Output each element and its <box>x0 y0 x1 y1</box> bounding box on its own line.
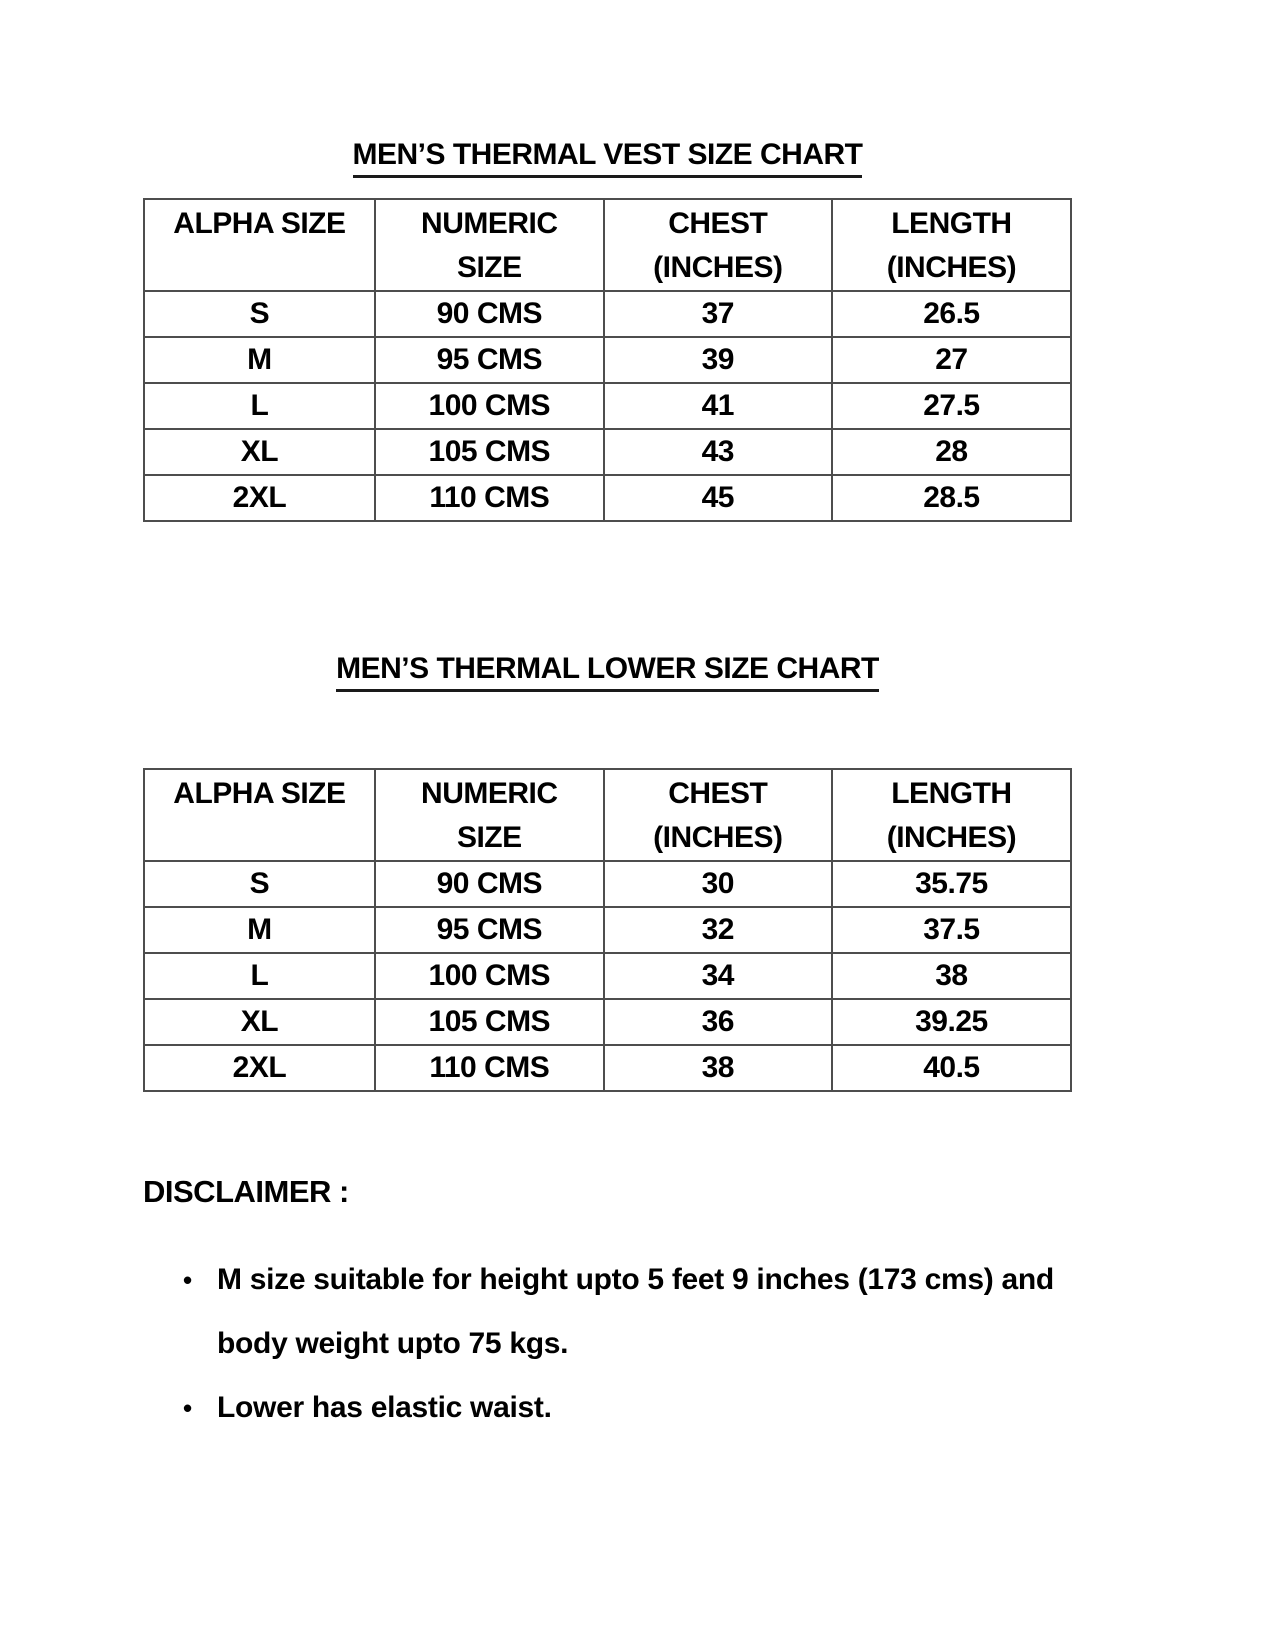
table-cell: L <box>144 953 375 999</box>
table-cell: 28.5 <box>832 475 1071 521</box>
table-cell: 45 <box>604 475 832 521</box>
table-header-cell: NUMERIC SIZE <box>375 199 604 291</box>
table-cell: M <box>144 337 375 383</box>
table-cell: XL <box>144 429 375 475</box>
table-cell: 41 <box>604 383 832 429</box>
table-header-row <box>144 199 1071 291</box>
table-cell: L <box>144 383 375 429</box>
table-cell: 27 <box>832 337 1071 383</box>
table-row <box>144 337 1071 383</box>
table-row <box>144 1045 1071 1091</box>
vest-chart-title-text: MEN’S THERMAL VEST SIZE CHART <box>353 138 863 178</box>
table-row <box>144 475 1071 521</box>
table-cell: 43 <box>604 429 832 475</box>
table-cell: 40.5 <box>832 1045 1071 1091</box>
table-header-cell: ALPHA SIZE <box>144 199 375 291</box>
disclaimer-bullet-item <box>183 1248 1072 1376</box>
table-row <box>144 953 1071 999</box>
table-cell: 90 CMS <box>375 861 604 907</box>
table-cell: 27.5 <box>832 383 1071 429</box>
table-cell: M <box>144 907 375 953</box>
table-cell: 90 CMS <box>375 291 604 337</box>
table-header-cell: CHEST (INCHES) <box>604 769 832 861</box>
table-cell: 105 CMS <box>375 429 604 475</box>
lower-chart-title-text: MEN’S THERMAL LOWER SIZE CHART <box>336 652 879 692</box>
disclaimer-bullet-item <box>183 1376 1072 1440</box>
table-cell: 35.75 <box>832 861 1071 907</box>
disclaimer-bullet-list <box>183 1248 1072 1440</box>
table-cell: 28 <box>832 429 1071 475</box>
table-row <box>144 291 1071 337</box>
document-content <box>143 0 1072 1440</box>
table-cell: S <box>144 291 375 337</box>
table-cell: 26.5 <box>832 291 1071 337</box>
disclaimer-section <box>143 1174 1072 1440</box>
table-cell: 100 CMS <box>375 953 604 999</box>
table-cell: 39.25 <box>832 999 1071 1045</box>
table-cell: 36 <box>604 999 832 1045</box>
table-cell: 105 CMS <box>375 999 604 1045</box>
table-cell: 38 <box>832 953 1071 999</box>
table-cell: 30 <box>604 861 832 907</box>
table-cell: S <box>144 861 375 907</box>
table-cell: 95 CMS <box>375 337 604 383</box>
table-cell: 38 <box>604 1045 832 1091</box>
table-row <box>144 907 1071 953</box>
table-cell: 32 <box>604 907 832 953</box>
table-cell: XL <box>144 999 375 1045</box>
table-cell: 37 <box>604 291 832 337</box>
lower-chart-title <box>143 652 1072 692</box>
table-cell: 95 CMS <box>375 907 604 953</box>
table-row <box>144 429 1071 475</box>
vest-chart-title <box>143 138 1072 178</box>
table-cell: 100 CMS <box>375 383 604 429</box>
table-row <box>144 861 1071 907</box>
table-header-cell: LENGTH (INCHES) <box>832 769 1071 861</box>
bullet-icon: • <box>183 1265 192 1295</box>
table-cell: 110 CMS <box>375 475 604 521</box>
table-cell: 2XL <box>144 475 375 521</box>
bullet-icon: • <box>183 1393 192 1423</box>
table-header-cell: NUMERIC SIZE <box>375 769 604 861</box>
table-cell: 37.5 <box>832 907 1071 953</box>
table-cell: 110 CMS <box>375 1045 604 1091</box>
vest-size-table <box>143 198 1072 522</box>
table-header-cell: LENGTH (INCHES) <box>832 199 1071 291</box>
table-row <box>144 999 1071 1045</box>
lower-size-table <box>143 768 1072 1092</box>
disclaimer-heading: DISCLAIMER : <box>143 1174 349 1209</box>
bullet-text: Lower has elastic waist. <box>217 1391 552 1424</box>
table-row <box>144 383 1071 429</box>
table-cell: 39 <box>604 337 832 383</box>
table-header-row <box>144 769 1071 861</box>
bullet-text: M size suitable for height upto 5 feet 9 inches (173 cms) and body weight upto 75 kgs. <box>217 1263 1054 1360</box>
table-header-cell: ALPHA SIZE <box>144 769 375 861</box>
table-header-cell: CHEST (INCHES) <box>604 199 832 291</box>
table-cell: 34 <box>604 953 832 999</box>
table-cell: 2XL <box>144 1045 375 1091</box>
